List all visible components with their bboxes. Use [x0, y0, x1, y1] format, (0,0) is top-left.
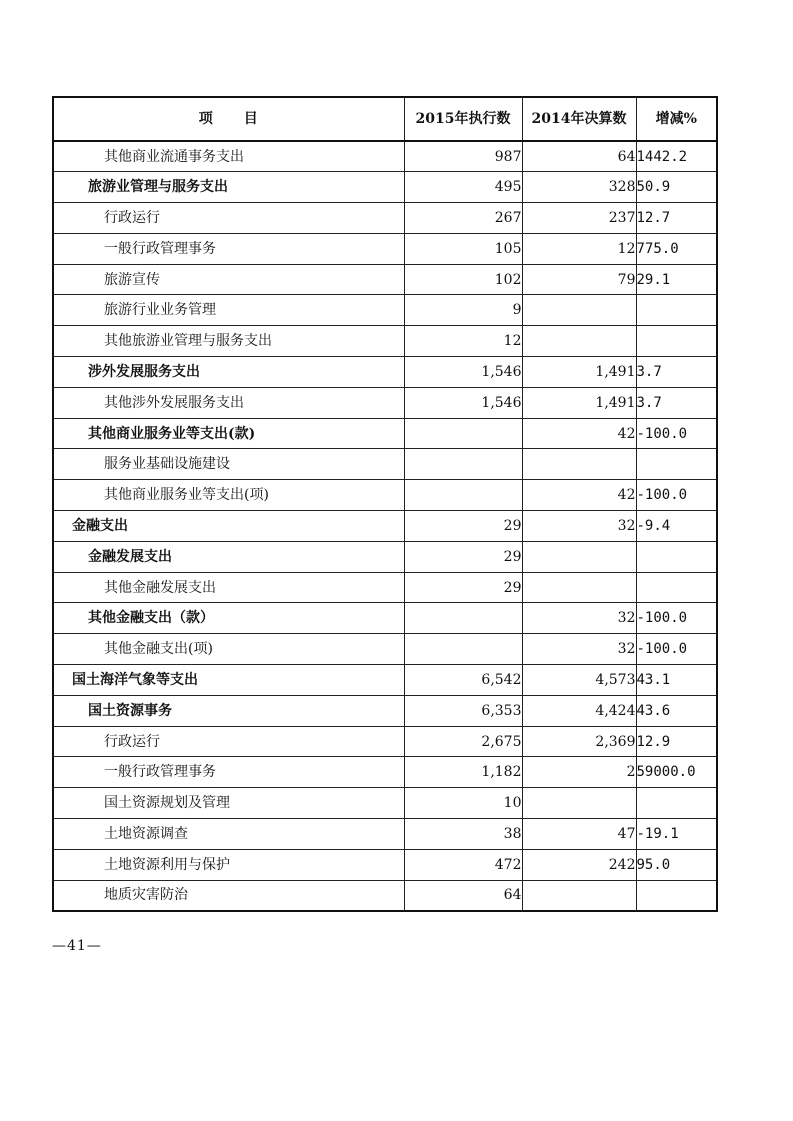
table-row: [53, 603, 717, 634]
value-2014: [522, 541, 636, 572]
table-row: [53, 295, 717, 326]
value-2015: 1,546: [404, 387, 522, 418]
table-row: [53, 695, 717, 726]
row-label: 其他金融支出（款）: [53, 603, 404, 634]
value-2015: 2,675: [404, 726, 522, 757]
change-percent: 3.7: [636, 357, 717, 388]
table-row: [53, 541, 717, 572]
row-label: 旅游行业业务管理: [53, 295, 404, 326]
row-label: 其他涉外发展服务支出: [53, 387, 404, 418]
value-2015: 29: [404, 511, 522, 542]
row-label: 其他金融支出(项): [53, 634, 404, 665]
change-percent: [636, 880, 717, 911]
value-2015: 10: [404, 788, 522, 819]
budget-table: [52, 96, 718, 912]
table-row: [53, 264, 717, 295]
row-label: 服务业基础设施建设: [53, 449, 404, 480]
value-2014: [522, 788, 636, 819]
change-percent: 3.7: [636, 387, 717, 418]
change-percent: [636, 449, 717, 480]
row-label: 其他旅游业管理与服务支出: [53, 326, 404, 357]
row-label: 地质灾害防治: [53, 880, 404, 911]
table-row: [53, 880, 717, 911]
value-2015: 64: [404, 880, 522, 911]
value-2014: [522, 880, 636, 911]
value-2014: 64: [522, 141, 636, 172]
table-row: [53, 819, 717, 850]
table-row: [53, 665, 717, 696]
value-2014: 1,491: [522, 387, 636, 418]
row-label: 其他商业流通事务支出: [53, 141, 404, 172]
value-2014: 79: [522, 264, 636, 295]
change-percent: 775.0: [636, 233, 717, 264]
table-row: [53, 480, 717, 511]
value-2014: 2,369: [522, 726, 636, 757]
page-number: —41—: [52, 938, 102, 954]
table-row: [53, 418, 717, 449]
change-percent: -100.0: [636, 603, 717, 634]
header-2014: 2014年决算数: [522, 97, 636, 141]
row-label: 国土海洋气象等支出: [53, 665, 404, 696]
value-2015: [404, 449, 522, 480]
value-2015: 105: [404, 233, 522, 264]
change-percent: [636, 326, 717, 357]
value-2014: [522, 295, 636, 326]
value-2015: 12: [404, 326, 522, 357]
value-2014: 1,491: [522, 357, 636, 388]
table-row: [53, 511, 717, 542]
value-2015: 38: [404, 819, 522, 850]
header-change: 增减%: [636, 97, 717, 141]
table-row: [53, 172, 717, 203]
change-percent: -100.0: [636, 418, 717, 449]
value-2015: 9: [404, 295, 522, 326]
change-percent: [636, 541, 717, 572]
header-2015: 2015年执行数: [404, 97, 522, 141]
table-row: [53, 357, 717, 388]
value-2014: 2: [522, 757, 636, 788]
value-2014: [522, 449, 636, 480]
row-label: 土地资源利用与保护: [53, 849, 404, 880]
table-body: [53, 141, 717, 911]
value-2015: [404, 418, 522, 449]
change-percent: -19.1: [636, 819, 717, 850]
value-2015: 29: [404, 541, 522, 572]
value-2014: 237: [522, 203, 636, 234]
change-percent: 95.0: [636, 849, 717, 880]
value-2014: 42: [522, 418, 636, 449]
row-label: 行政运行: [53, 203, 404, 234]
table-row: [53, 141, 717, 172]
change-percent: 59000.0: [636, 757, 717, 788]
change-percent: 12.7: [636, 203, 717, 234]
value-2014: [522, 326, 636, 357]
table-row: [53, 387, 717, 418]
change-percent: [636, 788, 717, 819]
value-2014: 12: [522, 233, 636, 264]
value-2015: 1,182: [404, 757, 522, 788]
value-2014: 4,424: [522, 695, 636, 726]
change-percent: [636, 572, 717, 603]
value-2014: [522, 572, 636, 603]
header-item: 项 目: [53, 97, 404, 141]
row-label: 国土资源规划及管理: [53, 788, 404, 819]
change-percent: 1442.2: [636, 141, 717, 172]
change-percent: 12.9: [636, 726, 717, 757]
row-label: 旅游宣传: [53, 264, 404, 295]
table-row: [53, 203, 717, 234]
change-percent: 43.1: [636, 665, 717, 696]
change-percent: -9.4: [636, 511, 717, 542]
table-header-row: [53, 97, 717, 141]
value-2015: 1,546: [404, 357, 522, 388]
value-2015: 987: [404, 141, 522, 172]
value-2014: 4,573: [522, 665, 636, 696]
row-label: 其他商业服务业等支出(项): [53, 480, 404, 511]
table-row: [53, 449, 717, 480]
table-row: [53, 233, 717, 264]
row-label: 一般行政管理事务: [53, 233, 404, 264]
value-2014: 32: [522, 511, 636, 542]
change-percent: [636, 295, 717, 326]
value-2015: 102: [404, 264, 522, 295]
value-2014: 42: [522, 480, 636, 511]
row-label: 金融发展支出: [53, 541, 404, 572]
value-2014: 47: [522, 819, 636, 850]
value-2014: 328: [522, 172, 636, 203]
row-label: 旅游业管理与服务支出: [53, 172, 404, 203]
value-2015: 495: [404, 172, 522, 203]
value-2015: [404, 480, 522, 511]
table-row: [53, 572, 717, 603]
value-2015: [404, 603, 522, 634]
value-2015: [404, 634, 522, 665]
row-label: 涉外发展服务支出: [53, 357, 404, 388]
change-percent: 50.9: [636, 172, 717, 203]
table-row: [53, 634, 717, 665]
value-2015: 267: [404, 203, 522, 234]
value-2015: 6,542: [404, 665, 522, 696]
row-label: 土地资源调查: [53, 819, 404, 850]
table-row: [53, 726, 717, 757]
row-label: 其他商业服务业等支出(款): [53, 418, 404, 449]
table-row: [53, 757, 717, 788]
value-2015: 29: [404, 572, 522, 603]
value-2014: 32: [522, 603, 636, 634]
change-percent: 43.6: [636, 695, 717, 726]
row-label: 国土资源事务: [53, 695, 404, 726]
value-2015: 6,353: [404, 695, 522, 726]
row-label: 一般行政管理事务: [53, 757, 404, 788]
value-2015: 472: [404, 849, 522, 880]
row-label: 行政运行: [53, 726, 404, 757]
change-percent: 29.1: [636, 264, 717, 295]
table-row: [53, 326, 717, 357]
change-percent: -100.0: [636, 480, 717, 511]
row-label: 金融支出: [53, 511, 404, 542]
value-2014: 32: [522, 634, 636, 665]
change-percent: -100.0: [636, 634, 717, 665]
table-row: [53, 849, 717, 880]
row-label: 其他金融发展支出: [53, 572, 404, 603]
value-2014: 242: [522, 849, 636, 880]
table-row: [53, 788, 717, 819]
